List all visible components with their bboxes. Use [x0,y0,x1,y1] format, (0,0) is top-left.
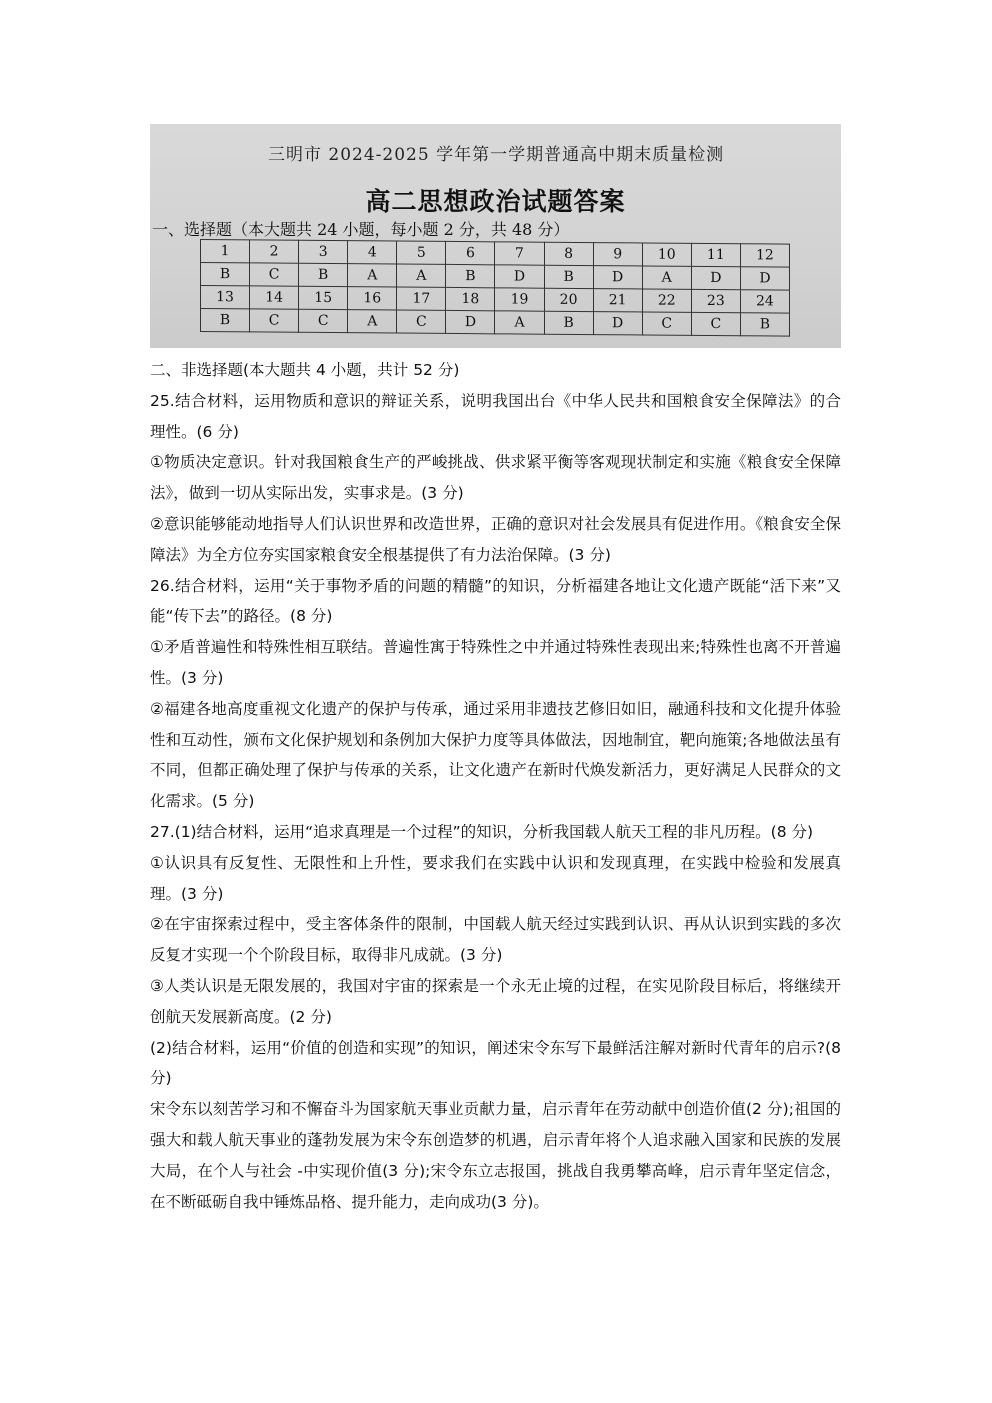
question-number-cell: 24 [740,290,789,313]
answer-cell: B [201,263,250,286]
answer-table-body [201,240,790,337]
answer-cell: B [544,311,593,334]
answer-cell: C [642,312,691,335]
question-number-cell: 18 [446,287,495,310]
answer-heading: 高二思想政治试题答案 [365,187,626,216]
question-number-cell: 14 [250,286,299,309]
answer-cell: A [348,310,397,333]
answer-cell: D [495,265,544,288]
question-number-cell: 3 [299,240,348,263]
answer-row [201,309,790,337]
answer-content [150,355,841,1217]
q27-2-question: (2)结合材料，运用“价值的创造和实现”的知识，阐述宋令东写下最鲜活注解对新时代青年的启示?(8 分) [150,1038,841,1088]
answer-cell: B [544,265,593,288]
answer-cell: A [348,264,397,287]
answer-cell: D [446,310,495,333]
question-number-cell: 5 [397,241,446,264]
question-number-cell: 19 [495,288,544,311]
question-number-cell: 7 [495,242,544,265]
answer-cell: B [740,313,789,336]
question-number-cell: 22 [642,289,691,312]
question-number-cell: 16 [348,287,397,310]
answer-cell: D [593,312,642,335]
answer-table [200,239,790,337]
question-number-cell: 21 [593,289,642,312]
q25-answer-2: ②意识能够能动地指导人们认识世界和改造世界，正确的意识对社会发展具有促进作用。《粮食安全保障法》为全方位夯实国家粮食安全根基提供了有力法治保障。(3 分) [150,514,841,564]
q25-question: 25.结合材料，运用物质和意识的辩证关系，说明我国出台《中华人民共和国粮食安全保障法》的合理性。(6 分) [150,391,841,441]
answer-cell: C [250,309,299,332]
answer-cell: C [397,310,446,333]
question-number-cell: 8 [544,242,593,265]
question-number-cell: 12 [740,244,789,267]
question-number-cell: 17 [397,287,446,310]
answer-cell: A [397,264,446,287]
question-number-cell: 23 [691,289,740,312]
question-number-cell: 15 [299,286,348,309]
q27-1-question: 27.(1)结合材料，运用“追求真理是一个过程”的知识，分析我国载人航天工程的非凡历程。(8 分) [150,822,814,841]
multiple-choice-section-title: 一、选择题（本大题共 24 小题，每小题 2 分，共 48 分） [152,220,570,239]
q27-1-answer-2: ②在宇宙探索过程中，受主客体条件的限制，中国载人航天经过实践到认识、再从认识到实践的多次反复才实现一个个阶段目标，取得非凡成就。(3 分) [150,915,841,965]
q27-1-answer-3: ③人类认识是无限发展的，我国对宇宙的探索是一个永无止境的过程，在实见阶段目标后，将继续开创航天发展新高度。(2 分) [150,976,841,1026]
question-number-cell: 9 [593,243,642,266]
question-number-cell: 2 [250,240,299,263]
answer-cell: C [691,312,740,335]
question-number-cell: 11 [691,243,740,266]
answer-cell: C [250,263,299,286]
answer-cell: D [593,266,642,289]
question-number-cell: 10 [642,243,691,266]
answer-cell: A [642,266,691,289]
answer-cell: D [740,267,789,290]
q26-answer-2: ②福建各地高度重视文化遗产的保护与传承，通过采用非遗技艺修旧如旧，融通科技和文化提升体验性和互动性，颁布文化保护规划和条例加大保护力度等具体做法，因地制宜，靶向施策;各地做法虽有不同，但都正确处理了保护与传承的关系，让文化遗产在新时代焕发新活力，更好满足人民群众的文化需求。(5 分) [150,699,841,811]
q26-question: 26.结合材料，运用“关于事物矛盾的问题的精髓”的知识，分析福建各地让文化遗产既能“活下来”又能“传下去”的路径。(8 分) [150,576,841,626]
q25-answer-1: ①物质决定意识。针对我国粮食生产的严峻挑战、供求紧平衡等客观现状制定和实施《粮食安全保障法》，做到一切从实际出发，实事求是。(3 分) [150,453,841,503]
question-number-cell: 20 [544,288,593,311]
answer-key-photo [150,124,841,348]
exam-title: 三明市 2024-2025 学年第一学期普通高中期末质量检测 [268,145,725,165]
answer-cell: B [201,309,250,332]
answer-cell: D [691,266,740,289]
q27-2-answer: 宋令东以刻苦学习和不懈奋斗为国家航天事业贡献力量，启示青年在劳动献中创造价值(2 分);祖国的强大和载人航天事业的蓬勃发展为宋令东创造梦的机遇，启示青年将个人追求融入国家和民族的发展大局，在个人与社会 -中实现价值(3 分);宋令东立志报国，挑战自我勇攀高峰，启示青年坚定信念，在不断砥砺自我中锤炼品格、提升能力，走向成功(3 分)。 [150,1100,841,1211]
answer-cell: A [495,311,544,334]
section-2-title: 二、非选择题(本大题共 4 小题，共计 52 分) [150,361,460,379]
question-number-cell: 4 [348,241,397,264]
q26-answer-1: ①矛盾普遍性和特殊性相互联结。普遍性寓于特殊性之中并通过特殊性表现出来;特殊性也离不开普遍性。(3 分) [150,638,841,687]
question-number-cell: 1 [201,240,250,263]
answer-cell: B [446,264,495,287]
question-number-cell: 13 [201,286,250,309]
q27-1-answer-1: ①认识具有反复性、无限性和上升性，要求我们在实践中认识和发现真理，在实践中检验和发展真理。(3 分) [150,853,841,903]
answer-cell: C [299,309,348,332]
answer-cell: B [299,263,348,286]
question-number-cell: 6 [446,241,495,264]
